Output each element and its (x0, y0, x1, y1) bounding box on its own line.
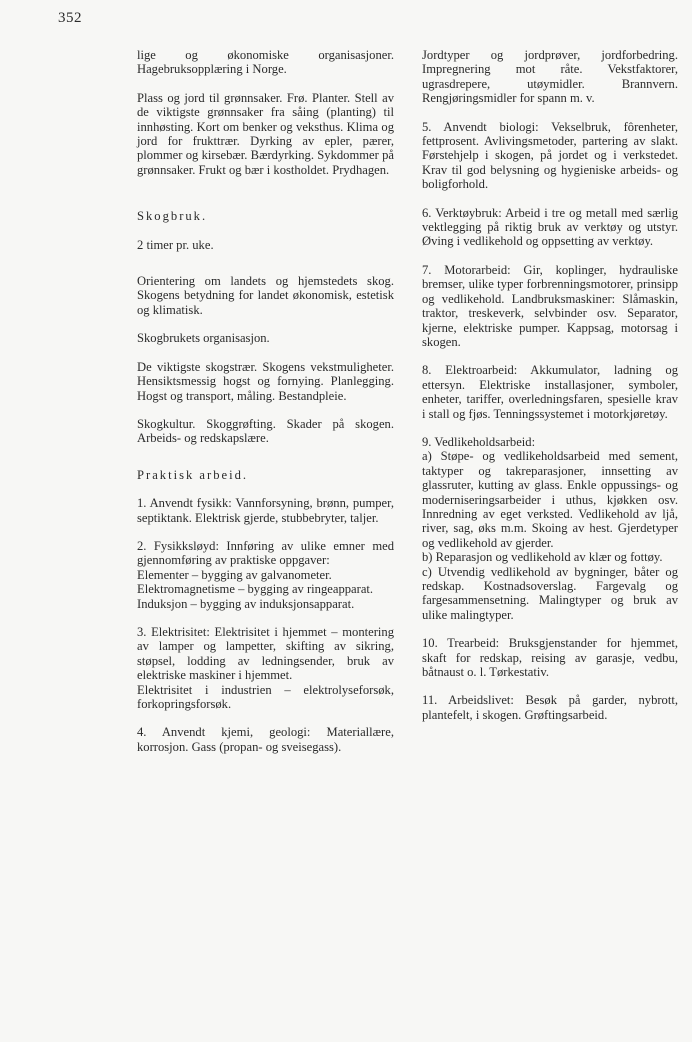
list-item-9a: a) Støpe- og vedlikeholdsarbeid med sement, taktyper og takreparasjoner, innsetting av glassruter, kutting av glass. Enkle oppussings- og moderniseringsarbeider i uthus, kjøkken osv. Innredning av eget verksted. Vedlikehold av ljå, river, sag, øks m.m. Skoing av hest. Gjerdetyper og vedlikehold av gjerder. (422, 449, 678, 550)
list-item-3: 3. Elektrisitet: Elektrisitet i hjemmet – montering av lamper og lampetter, skifting av sikring, støpsel, lodding av ledningsender, bruk av elektriske maskiner i hjemmet. (137, 624, 394, 683)
list-item-9b: b) Reparasjon og vedlikehold av klær og fottøy. (422, 550, 663, 565)
paragraph: Plass og jord til grønnsaker. Frø. Planter. Stell av de viktigste grønnsaker fra såing (planting) til innhøsting. Kort om benker og veksthus. Klima og jord for frukttrær. Dyrking av epler, pærer, plommer og kirsebær. Bærdyrking. Sykdommer på grønnsaker. Frukt og bær i kostholdet. Prydhagen. (137, 90, 394, 177)
section-heading-skogbruk: Skogbruk. (137, 209, 208, 224)
left-column (137, 48, 394, 768)
list-item-5: 5. Anvendt biologi: Vekselbruk, fôrenheter, fettprosent. Avlivingsmetoder, partering av slakt. Førstehjelp i skogen, på jordet og i verkstedet. Krav til god belysning og hygieniske arbeids- og boligforhold. (422, 119, 678, 192)
list-item-11: 11. Arbeidslivet: Besøk på garder, nybrott, plantefelt, i skogen. Grøftingsarbeid. (422, 693, 678, 722)
page-number: 352 (58, 10, 82, 26)
section-heading-praktisk-arbeid: Praktisk arbeid. (137, 467, 249, 482)
paragraph: Skogkultur. Skoggrøfting. Skader på skogen. Arbeids- og redskapslære. (137, 416, 394, 446)
list-item-10: 10. Trearbeid: Bruksgjenstander for hjemmet, skaft for redskap, reising av garasje, vedbu, båtnaust o. l. Tørkestativ. (422, 636, 678, 680)
list-item-2-line: Elementer – bygging av galvanometer. (137, 567, 332, 582)
list-item-3-line: Elektrisitet i industrien – elektrolyseforsøk, forkopringsforsøk. (137, 682, 394, 711)
list-item-8: 8. Elektroarbeid: Akkumulator, ladning og ettersyn. Elektriske installasjoner, symboler, enheter, tariffer, overledningsfaren, spesielle krav i stall og fjøs. Tenningssystemet i motorkjøretøy. (422, 363, 678, 421)
paragraph: De viktigste skogstrær. Skogens vekstmuligheter. Hensiktsmessig hogst og fornying. Planlegging. Hogst og transport, måling. Bestandpleie. (137, 359, 394, 403)
list-item-6: 6. Verktøybruk: Arbeid i tre og metall med særlig vektlegging på riktig bruk av verktøy og utstyr. Øving i vedlikehold og oppsetting av verktøy. (422, 205, 678, 249)
list-item-2-line: Elektromagnetisme – bygging av ringeapparat. (137, 582, 374, 597)
right-column (422, 48, 678, 736)
list-item-2-line: Induksjon – bygging av induksjonsapparat. (137, 596, 355, 611)
hours-note: 2 timer pr. uke. (137, 237, 214, 252)
paragraph: lige og økonomiske organisasjoner. Hagebruksopplæring i Norge. (137, 48, 394, 77)
list-item-2: 2. Fysikksløyd: Innføring av ulike emner med gjennomføring av praktiske oppgaver: (137, 538, 394, 568)
list-item-9c: c) Utvendig vedlikehold av bygninger, båter og redskap. Kostnadsoverslag. Fargevalg og fargesammensetning. Malingtyper og bruk av ulike malingtyper. (422, 564, 678, 622)
paragraph: Skogbrukets organisasjon. (137, 331, 270, 346)
list-item-1: 1. Anvendt fysikk: Vannforsyning, brønn, pumper, septiktank. Elektrisk gjerde, stubbebryter, taljer. (137, 496, 394, 525)
paragraph: Orientering om landets og hjemstedets skog. Skogens betydning for landet økonomisk, estetisk og klimatisk. (137, 274, 394, 317)
list-item-7: 7. Motorarbeid: Gir, koplinger, hydrauliske bremser, ulike typer forbrenningsmotorer, prinsipp og vedlikehold. Landbruksmaskiner: Slåmaskin, traktor, treskeverk, selvbinder osv. Separator, kjerne, elektriske pumper. Kappsag, motorsag i skogen. (422, 262, 678, 349)
paragraph: Jordtyper og jordprøver, jordforbedring. Impregnering mot råte. Vekstfaktorer, ugrasdrepere, utøymidler. Brannvern. Rengjøringsmidler for spann m. v. (422, 48, 678, 106)
list-item-4: 4. Anvendt kjemi, geologi: Materiallære, korrosjon. Gass (propan- og sveisegass). (137, 725, 394, 754)
list-item-9-title: 9. Vedlikeholdsarbeid: (422, 434, 536, 449)
